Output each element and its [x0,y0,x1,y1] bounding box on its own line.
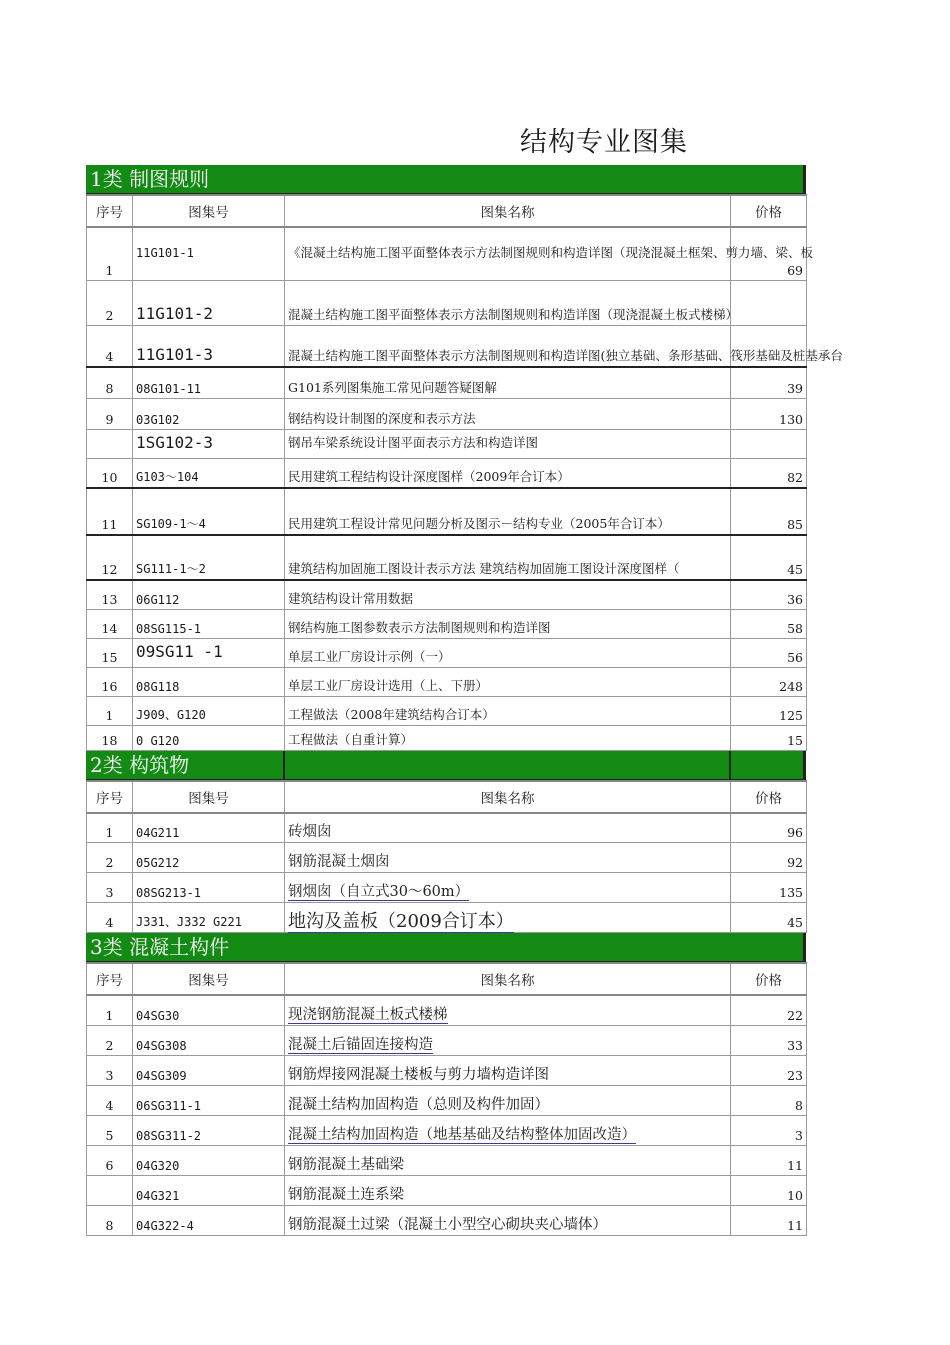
seq-cell: 1 [87,227,133,280]
code-cell: 08G118 [133,667,285,696]
table-row [87,696,807,725]
table-row [87,580,807,609]
code-cell: 11G101-1 [133,227,285,280]
code-cell: 03G102 [133,398,285,429]
price-cell: 23 [731,1055,807,1085]
price-cell: 125 [731,696,807,725]
seq-cell: 13 [87,580,133,609]
table-row [87,458,807,488]
col-seq-header: 序号 [87,781,133,813]
code-cell: 08G101-11 [133,367,285,398]
price-cell: 36 [731,580,807,609]
table-row [87,227,807,280]
table-row [87,398,807,429]
seq-cell: 2 [87,1025,133,1055]
seq-cell: 12 [87,535,133,580]
code-cell: 1SG102-3 [133,429,285,458]
price-cell: 11 [731,1205,807,1235]
column-divider [283,751,285,779]
table-row [87,725,807,750]
name-cell: G101系列图集施工常见问题答疑图解 [285,367,731,398]
table-row [87,280,807,325]
seq-cell: 8 [87,367,133,398]
code-cell: 08SG311-2 [133,1115,285,1145]
page-title: 结构专业图集 [520,127,688,158]
table-header-row [87,781,807,813]
code-cell: J909、G120 [133,696,285,725]
code-cell: 04G322-4 [133,1205,285,1235]
table-row [87,325,807,367]
section-table-1 [86,194,843,751]
section-header-2 [86,751,806,780]
price-cell: 56 [731,638,807,667]
table-header-row [87,195,807,227]
seq-cell: 1 [87,995,133,1025]
table-row [87,1145,807,1175]
col-code-header: 图集号 [133,781,285,813]
section-header-2-label: 2类 构筑物 [90,752,190,777]
name-cell: 建筑结构设计常用数据 [285,580,731,609]
code-cell: 05G212 [133,843,285,873]
seq-cell: 18 [87,725,133,750]
price-cell: 11 [731,1145,807,1175]
price-cell [731,429,807,458]
name-cell: 工程做法（2008年建筑结构合订本） [285,696,731,725]
name-cell [285,1025,731,1055]
table-row [87,873,807,903]
section-header-1: 1类 制图规则 [86,165,806,194]
price-cell [731,280,807,325]
price-cell: 92 [731,843,807,873]
table-row [87,813,807,843]
name-cell: 民用建筑工程设计常见问题分析及图示－结构专业（2005年合订本） [285,488,731,535]
code-cell: 04SG309 [133,1055,285,1085]
price-cell: 130 [731,398,807,429]
code-cell: J331、J332 G221 [133,903,285,933]
price-cell: 39 [731,367,807,398]
code-cell: 11G101-3 [133,325,285,367]
table-row [87,1085,807,1115]
name-text: 现浇钢筋混凝土板式楼梯 [288,1006,448,1023]
code-cell: 11G101-2 [133,280,285,325]
price-cell: 58 [731,609,807,638]
seq-cell: 1 [87,813,133,843]
seq-cell: 4 [87,903,133,933]
price-cell: 45 [731,535,807,580]
atlas-sheet [86,165,843,1236]
name-cell: 建筑结构加固施工图设计表示方法 建筑结构加固施工图设计深度图样（ [285,535,731,580]
name-cell: 钢结构设计制图的深度和表示方法 [285,398,731,429]
name-cell: 混凝土结构施工图平面整体表示方法制图规则和构造详图（现浇混凝土板式楼梯） [285,280,731,325]
table-row [87,609,807,638]
name-text: 混凝土结构加固构造（地基基础及结构整体加固改造） [288,1126,636,1143]
name-cell: 工程做法（自重计算） [285,725,731,750]
table-row [87,995,807,1025]
code-cell: 04G320 [133,1145,285,1175]
name-cell [285,995,731,1025]
name-cell: 民用建筑工程结构设计深度图样（2009年合订本） [285,458,731,488]
col-seq-header: 序号 [87,195,133,227]
col-price-header: 价格 [731,963,807,995]
seq-cell: 6 [87,1145,133,1175]
table-row [87,843,807,873]
table-row [87,1115,807,1145]
col-price-header: 价格 [731,781,807,813]
seq-cell: 11 [87,488,133,535]
name-text: 混凝土后锚固连接构造 [288,1036,433,1053]
name-cell: 钢筋混凝土连系梁 [285,1175,731,1205]
name-cell [285,1115,731,1145]
table-row [87,1205,807,1235]
col-code-header: 图集号 [133,963,285,995]
column-divider [729,751,731,779]
price-cell: 8 [731,1085,807,1115]
code-cell: 08SG115-1 [133,609,285,638]
table-row [87,1175,807,1205]
col-seq-header: 序号 [87,963,133,995]
code-cell: 06G112 [133,580,285,609]
name-cell: 单层工业厂房设计示例（一） [285,638,731,667]
table-row [87,667,807,696]
seq-cell: 3 [87,873,133,903]
code-cell: 04SG30 [133,995,285,1025]
seq-cell: 14 [87,609,133,638]
table-row [87,367,807,398]
name-cell: 混凝土结构加固构造（总则及构件加固） [285,1085,731,1115]
seq-cell: 2 [87,280,133,325]
price-cell: 82 [731,458,807,488]
seq-cell: 16 [87,667,133,696]
code-cell: 08SG213-1 [133,873,285,903]
table-row [87,488,807,535]
table-header-row [87,963,807,995]
price-cell: 45 [731,903,807,933]
name-cell: 单层工业厂房设计选用（上、下册） [285,667,731,696]
name-cell [285,903,731,933]
price-cell: 135 [731,873,807,903]
seq-cell: 2 [87,843,133,873]
price-cell: 10 [731,1175,807,1205]
name-cell: 《混凝土结构施工图平面整体表示方法制图规则和构造详图（现浇混凝土框架、剪力墙、梁、板 [285,227,731,280]
seq-cell: 4 [87,325,133,367]
price-cell: 22 [731,995,807,1025]
seq-cell: 10 [87,458,133,488]
seq-cell: 5 [87,1115,133,1145]
price-cell: 96 [731,813,807,843]
code-cell: G103～104 [133,458,285,488]
code-cell: SG109-1～4 [133,488,285,535]
name-cell: 钢筋混凝土烟囱 [285,843,731,873]
col-price-header: 价格 [731,195,807,227]
name-cell: 钢筋混凝土过梁（混凝土小型空心砌块夹心墙体） [285,1205,731,1235]
seq-cell: 9 [87,398,133,429]
col-name-header: 图集名称 [285,195,731,227]
table-row [87,1055,807,1085]
name-cell: 钢筋混凝土基础梁 [285,1145,731,1175]
table-row [87,903,807,933]
seq-cell: 3 [87,1055,133,1085]
name-cell: 混凝土结构施工图平面整体表示方法制图规则和构造详图(独立基础、条形基础、筏形基础及桩基承台 [285,325,731,367]
price-cell: 15 [731,725,807,750]
table-row [87,535,807,580]
name-cell: 钢筋焊接网混凝土楼板与剪力墙构造详图 [285,1055,731,1085]
name-cell: 钢吊车梁系统设计图平面表示方法和构造详图 [285,429,731,458]
name-text: 钢烟囱（自立式30～60m） [288,884,470,900]
name-cell: 钢结构施工图参数表示方法制图规则和构造详图 [285,609,731,638]
section-header-3: 3类 混凝土构件 [86,933,806,962]
seq-cell: 4 [87,1085,133,1115]
price-cell: 69 [731,227,807,280]
section-table-3 [86,962,807,1236]
name-cell: 砖烟囱 [285,813,731,843]
code-cell: 04SG308 [133,1025,285,1055]
code-cell: 04G211 [133,813,285,843]
price-cell: 33 [731,1025,807,1055]
code-cell: 04G321 [133,1175,285,1205]
seq-cell [87,1175,133,1205]
code-cell: 09SG11 -1 [133,638,285,667]
seq-cell: 15 [87,638,133,667]
table-row [87,638,807,667]
price-cell: 85 [731,488,807,535]
col-name-header: 图集名称 [285,963,731,995]
code-cell: 06SG311-1 [133,1085,285,1115]
col-code-header: 图集号 [133,195,285,227]
code-cell: 0 G120 [133,725,285,750]
name-text: 地沟及盖板（2009合订本） [288,911,514,932]
seq-cell: 1 [87,696,133,725]
code-cell: SG111-1～2 [133,535,285,580]
col-name-header: 图集名称 [285,781,731,813]
section-table-2 [86,780,807,934]
seq-cell: 8 [87,1205,133,1235]
table-row [87,1025,807,1055]
price-cell: 3 [731,1115,807,1145]
name-cell [285,873,731,903]
table-row [87,429,807,458]
price-cell: 248 [731,667,807,696]
seq-cell [87,429,133,458]
